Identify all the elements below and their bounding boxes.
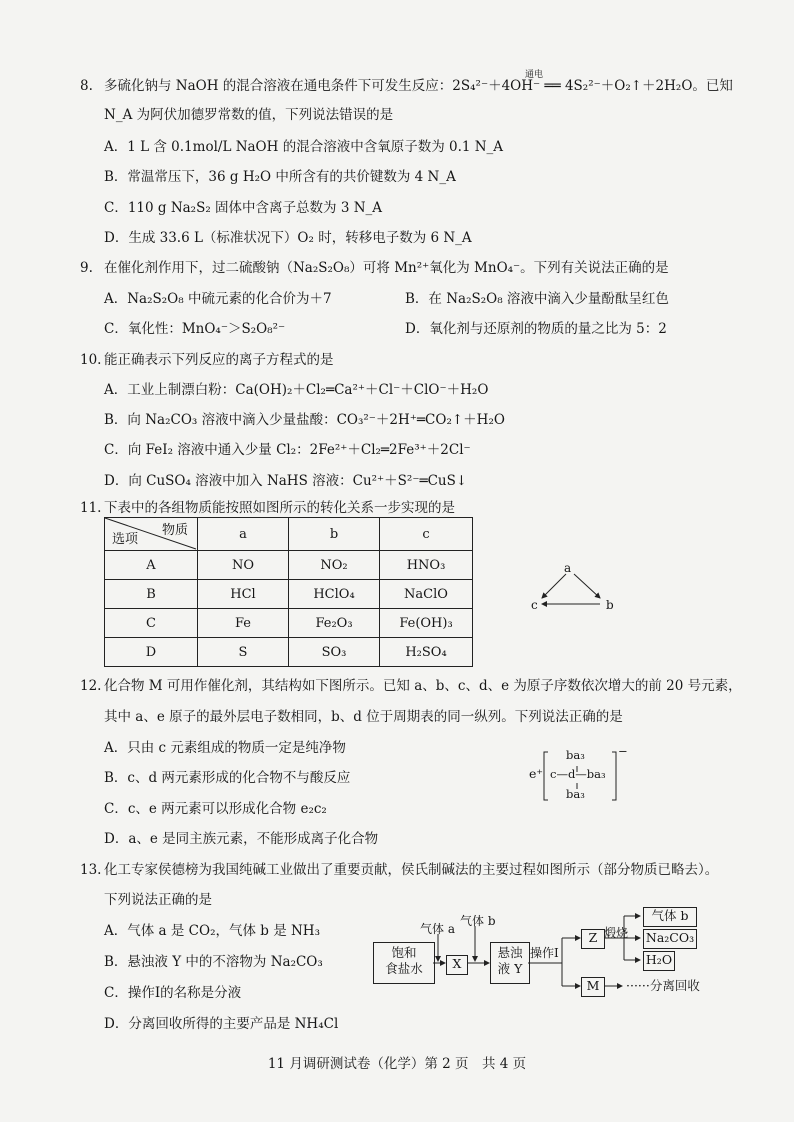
- table-cell: D: [105, 638, 198, 667]
- struct-charge: −: [618, 744, 628, 758]
- flow-separation-recovery: [626, 976, 700, 994]
- q13-stem-line1: 化工专家侯德榜为我国纯碱工业做出了重要贡献，侯氏制碱法的主要过程如图所示（部分物质已略去）。: [104, 862, 719, 878]
- flow-box-m: M: [581, 977, 605, 997]
- flow-operation-1: 操作Ⅰ: [530, 946, 559, 960]
- table-row: [105, 609, 473, 638]
- q12-stem-line1: 化合物 M 可用作催化剂，其结构如下图所示。已知 a、b、c、d、e 为原子序数依次增大的前 20 号元素，: [104, 678, 742, 694]
- table-row: [105, 580, 473, 609]
- table-cell: H₂SO₄: [380, 638, 473, 667]
- table-cell: Fe₂O₃: [289, 609, 380, 638]
- q9-number: 9.: [80, 260, 93, 276]
- flow-suspension-y: [490, 942, 530, 984]
- table-cell: S: [198, 638, 289, 667]
- tri-label-b: b: [606, 598, 614, 612]
- q12-option-b: B．c、d 两元素形成的化合物不与酸反应: [104, 770, 351, 786]
- q12-option-c: C．c、e 两元素可以形成化合物 e₂c₂: [104, 801, 327, 817]
- flow-box-z: Z: [581, 929, 605, 949]
- flow-start-label: 饱和 食盐水: [385, 945, 423, 976]
- flow-output-na2co3: Na₂CO₃: [643, 929, 697, 949]
- q11-header-diagonal: [104, 517, 196, 549]
- flow-output-h2o: H₂O: [643, 951, 675, 971]
- flow-gas-b-input: 气体 b: [460, 914, 496, 928]
- q12-number: 12.: [80, 678, 102, 694]
- q11-number: 11.: [80, 500, 102, 516]
- q11-header-option: 选项: [112, 532, 139, 547]
- q10-stem: 能正确表示下列反应的离子方程式的是: [104, 352, 334, 368]
- q10-option-c: C．向 FeI₂ 溶液中通入少量 Cl₂：2Fe²⁺＋Cl₂═2Fe³⁺＋2Cl⁻: [104, 442, 471, 458]
- q9-option-d: D．氧化剂与还原剂的物质的量之比为 5：2: [405, 321, 667, 337]
- table-row: [105, 638, 473, 667]
- table-row: [105, 551, 473, 580]
- flow-gas-a: 气体 a: [420, 922, 455, 936]
- q8-option-d: D．生成 33.6 L（标准状况下）O₂ 时，转移电子数为 6 N_A: [104, 230, 472, 246]
- q13-stem-line2: 下列说法正确的是: [104, 892, 212, 908]
- q8-number: 8.: [80, 78, 93, 94]
- q13-option-b: B．悬浊液 Y 中的不溶物为 Na₂CO₃: [104, 954, 323, 970]
- flow-calcination: 煅烧: [604, 926, 629, 940]
- q13-option-c: C．操作Ⅰ的名称是分液: [104, 985, 242, 1001]
- q10-option-b: B．向 Na₂CO₃ 溶液中滴入少量盐酸：CO₃²⁻＋2H⁺═CO₂↑＋H₂O: [104, 412, 505, 428]
- flow-output-gas-b: 气体 b: [643, 907, 697, 927]
- q10-number: 10.: [80, 352, 102, 368]
- q12-stem-line2: 其中 a、e 原子的最外层电子数相同，b、d 位于周期表的同一纵列。下列说法正确的是: [104, 709, 623, 725]
- page-footer: 11 月调研测试卷（化学）第 2 页 共 4 页: [267, 1056, 527, 1072]
- q11-header-a: a: [198, 518, 289, 551]
- table-cell: C: [105, 609, 198, 638]
- q8-stem-line2: N_A 为阿伏加德罗常数的值，下列说法错误的是: [104, 107, 394, 123]
- struct-cation: e⁺: [529, 766, 543, 781]
- q8-option-a: A．1 L 含 0.1mol/L NaOH 的混合溶液中含氧原子数为 0.1 N_A: [104, 139, 504, 155]
- q12-option-d: D．a、e 是同主族元素，不能形成离子化合物: [104, 831, 379, 847]
- table-cell: HCl: [198, 580, 289, 609]
- q11-stem: 下表中的各组物质能按照如图所示的转化关系一步实现的是: [104, 500, 455, 516]
- struct-bottom-group: ba₃: [566, 787, 585, 801]
- table-cell: HNO₃: [380, 551, 473, 580]
- q9-stem: 在催化剂作用下，过二硫酸钠（Na₂S₂O₈）可将 Mn²⁺氧化为 MnO₄⁻。下列有关说法正确的是: [104, 260, 669, 276]
- flow-saturated-brine: [373, 942, 435, 984]
- flow-box-x: X: [446, 955, 468, 975]
- q8-condition: 通电: [525, 70, 544, 80]
- q11-header-substance: 物质: [161, 523, 188, 538]
- table-cell: NO: [198, 551, 289, 580]
- q9-option-c: C．氧化性：MnO₄⁻＞S₂O₈²⁻: [104, 321, 286, 337]
- table-cell: Fe: [198, 609, 289, 638]
- table-cell: SO₃: [289, 638, 380, 667]
- arrow-a-to-b: [574, 574, 600, 598]
- q13-number: 13.: [80, 862, 102, 878]
- q11-header-b: b: [289, 518, 380, 551]
- q10-option-a: A．工业上制漂白粉：Ca(OH)₂＋Cl₂═Ca²⁺＋Cl⁻＋ClO⁻＋H₂O: [104, 382, 489, 398]
- struct-middle-chain: c—d—ba₃: [550, 767, 606, 781]
- q11-header-c: c: [380, 518, 473, 551]
- q13-option-d: D．分离回收所得的主要产品是 NH₄Cl: [104, 1016, 339, 1032]
- tri-label-c: c: [531, 598, 538, 612]
- q8-stem-line1: 多硫化钠与 NaOH 的混合溶液在通电条件下可发生反应：2S₄²⁻＋4OH⁻ ══ 4S₂²⁻＋O₂↑＋2H₂O。已知: [104, 78, 733, 94]
- flow-recover-label: 分离回收: [649, 978, 700, 993]
- table-cell: Fe(OH)₃: [380, 609, 473, 638]
- q8-option-b: B．常温常压下，36 g H₂O 中所含有的共价键数为 4 N_A: [104, 169, 456, 185]
- flow-y-label: 悬浊 液 Y: [497, 945, 523, 976]
- arrow-a-to-c: [542, 574, 566, 598]
- q9-option-a: A．Na₂S₂O₈ 中硫元素的化合价为＋7: [104, 291, 332, 307]
- q10-option-d: D．向 CuSO₄ 溶液中加入 NaHS 溶液：Cu²⁺＋S²⁻═CuS↓: [104, 473, 468, 489]
- struct-top-group: ba₃: [566, 748, 585, 762]
- q12-option-a: A．只由 c 元素组成的物质一定是纯净物: [104, 740, 346, 756]
- q9-option-b: B．在 Na₂S₂O₈ 溶液中滴入少量酚酞呈红色: [405, 291, 669, 307]
- table-cell: NO₂: [289, 551, 380, 580]
- table-cell: NaClO: [380, 580, 473, 609]
- table-cell: B: [105, 580, 198, 609]
- q8-option-c: C．110 g Na₂S₂ 固体中含离子总数为 3 N_A: [104, 200, 383, 216]
- flow-dots: ······: [626, 978, 650, 993]
- table-cell: HClO₄: [289, 580, 380, 609]
- tri-label-a: a: [564, 561, 572, 575]
- q13-option-a: A．气体 a 是 CO₂，气体 b 是 NH₃: [104, 923, 320, 939]
- table-cell: A: [105, 551, 198, 580]
